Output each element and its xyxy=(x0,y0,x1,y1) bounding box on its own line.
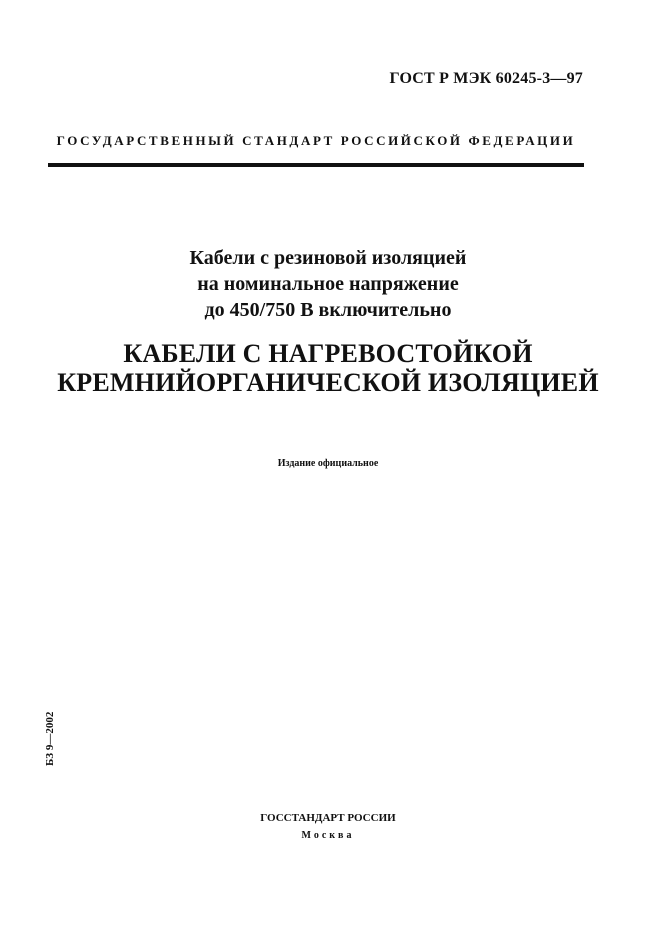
edition-note: Издание официальное xyxy=(277,458,379,469)
subtitle-line: Кабели с резиновой изоляцией xyxy=(189,247,467,269)
document-subtitle xyxy=(48,245,608,323)
document-code: ГОСТ Р МЭК 60245-3—97 xyxy=(389,70,583,87)
title-line: КАБЕЛИ С НАГРЕВОСТОЙКОЙ xyxy=(123,339,533,368)
publisher-city: Москва xyxy=(301,830,355,841)
header-divider xyxy=(48,163,584,167)
publisher-name: ГОССТАНДАРТ РОССИИ xyxy=(260,812,396,824)
document-title xyxy=(48,339,608,397)
side-catalog-code: БЗ 9—2002 xyxy=(44,711,56,766)
subtitle-line: до 450/750 В включительно xyxy=(204,299,452,321)
title-line: КРЕМНИЙОРГАНИЧЕСКОЙ ИЗОЛЯЦИЕЙ xyxy=(57,368,599,397)
subtitle-line: на номинальное напряжение xyxy=(197,273,459,295)
state-standard-header: ГОСУДАРСТВЕННЫЙ СТАНДАРТ РОССИЙСКОЙ ФЕДЕРАЦИИ xyxy=(56,133,576,148)
